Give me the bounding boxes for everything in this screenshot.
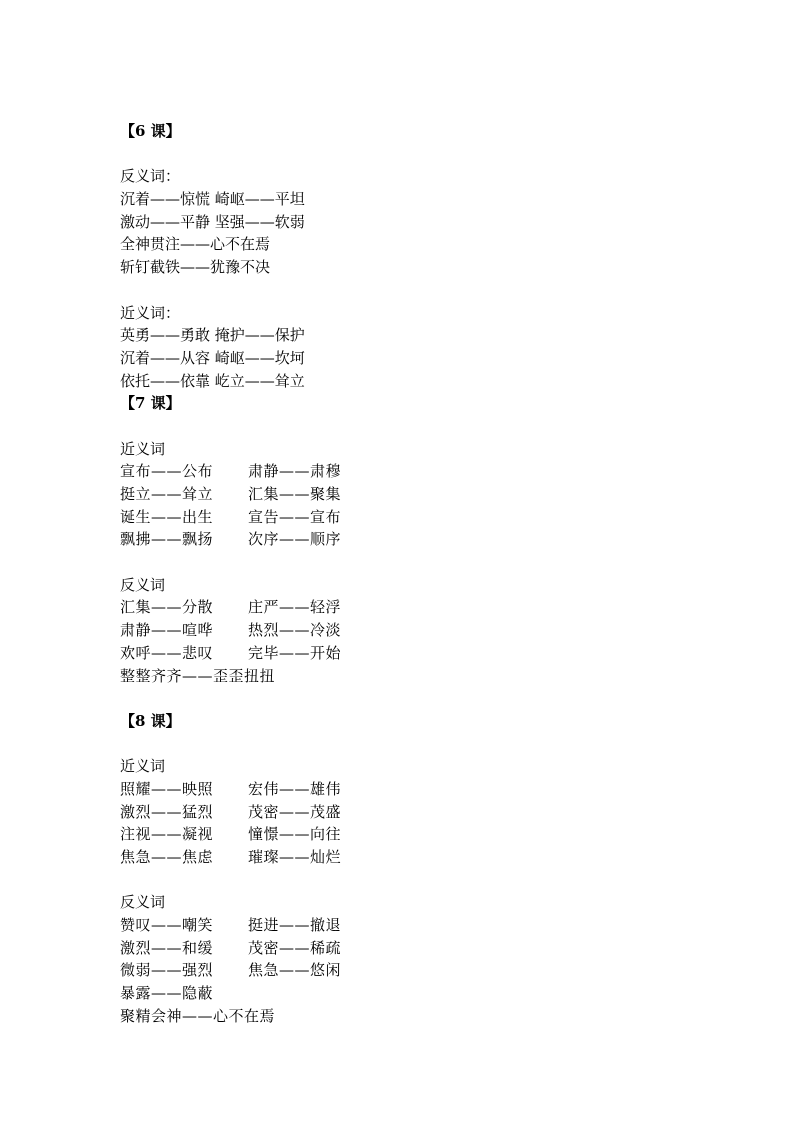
word-pair: 汇集——聚集 xyxy=(248,485,342,503)
spacer xyxy=(120,687,680,710)
lesson-8-antonym-row xyxy=(120,937,680,960)
lesson-8-antonym-extra xyxy=(120,982,680,1005)
lesson-8-antonym-label: 反义词 xyxy=(120,893,166,912)
lesson-6-heading: 【6 课】 xyxy=(120,122,181,140)
lesson-7-antonym-row xyxy=(120,619,680,642)
word-pair: 肃静——喧哗 xyxy=(120,621,214,640)
word-pair: 微弱——强烈 xyxy=(120,961,214,980)
document-page xyxy=(120,120,680,1028)
lesson-6-synonym-line: 英勇——勇敢 掩护——保护 xyxy=(120,326,305,345)
word-pair: 庄严——轻浮 xyxy=(248,598,342,617)
word-pair: 璀璨——灿烂 xyxy=(248,848,342,866)
lesson-6-antonym-line: 全神贯注——心不在焉 xyxy=(120,235,271,254)
lesson-7-heading: 【7 课】 xyxy=(120,394,181,413)
lesson-7-antonym-row xyxy=(120,642,680,665)
word-pair: 聚精会神——心不在焉 xyxy=(120,1006,276,1025)
word-pair: 挺进——撤退 xyxy=(248,916,342,935)
lesson-8-synonym-row xyxy=(120,778,680,801)
word-pair: 热烈——冷淡 xyxy=(248,621,342,640)
lesson-7-synonym-label: 近义词 xyxy=(120,439,166,458)
word-pair: 焦急——焦虑 xyxy=(120,848,214,866)
lesson-8-synonym-row xyxy=(120,823,680,846)
lesson-6-antonym-line: 斩钉截铁——犹豫不决 xyxy=(120,258,271,277)
spacer xyxy=(120,415,680,438)
lesson-6-synonym-label: 近义词： xyxy=(120,303,181,322)
lesson-6-antonym-line: 激动——平静 坚强——软弱 xyxy=(120,212,305,231)
word-pair: 注视——凝视 xyxy=(120,825,214,844)
word-pair: 激烈——猛烈 xyxy=(120,802,214,821)
word-pair: 次序——顺序 xyxy=(248,530,342,549)
spacer xyxy=(120,733,680,756)
spacer xyxy=(120,279,680,302)
lesson-7-antonym-extra xyxy=(120,665,680,688)
lesson-7-synonym-row xyxy=(120,506,680,529)
word-pair: 肃静——肃穆 xyxy=(248,462,342,481)
lesson-7-synonym-row xyxy=(120,460,680,483)
word-pair: 宣布——公布 xyxy=(120,462,214,481)
lesson-6-antonym-line: 沉着——惊慌 崎岖——平坦 xyxy=(120,190,305,209)
word-pair: 暴露——隐蔽 xyxy=(120,984,214,1003)
lesson-8-synonym-row xyxy=(120,846,680,869)
word-pair: 照耀——映照 xyxy=(120,779,214,798)
lesson-8-synonym-row xyxy=(120,801,680,824)
lesson-7-synonym-row xyxy=(120,483,680,506)
spacer xyxy=(120,143,680,166)
word-pair: 汇集——分散 xyxy=(120,598,214,617)
lesson-8-antonym-row xyxy=(120,914,680,937)
lesson-8-antonym-row xyxy=(120,959,680,982)
lesson-7-antonym-label: 反义词 xyxy=(120,575,166,594)
spacer xyxy=(120,551,680,574)
lesson-8-antonym-extra xyxy=(120,1005,680,1028)
word-pair: 茂密——茂盛 xyxy=(248,802,342,821)
word-pair: 宣告——宣布 xyxy=(248,507,342,526)
lesson-7-antonym-row xyxy=(120,596,680,619)
lesson-6-synonym-line: 依托——依靠 屹立——耸立 xyxy=(120,371,305,390)
lesson-7-synonym-row xyxy=(120,528,680,551)
word-pair: 憧憬——向往 xyxy=(248,825,342,844)
word-pair: 焦急——悠闲 xyxy=(248,961,342,980)
word-pair: 宏伟——雄伟 xyxy=(248,779,342,798)
word-pair: 茂密——稀疏 xyxy=(248,938,342,957)
word-pair: 整整齐齐——歪歪扭扭 xyxy=(120,666,276,685)
word-pair: 欢呼——悲叹 xyxy=(120,643,214,662)
word-pair: 飘拂——飘扬 xyxy=(120,530,214,549)
lesson-6-antonym-label: 反义词： xyxy=(120,167,181,186)
word-pair: 赞叹——嘲笑 xyxy=(120,916,214,935)
word-pair: 激烈——和缓 xyxy=(120,938,214,957)
lesson-8-heading: 【8 课】 xyxy=(120,711,181,730)
word-pair: 诞生——出生 xyxy=(120,507,214,526)
lesson-6-synonym-line: 沉着——从容 崎岖——坎坷 xyxy=(120,348,305,367)
lesson-8-synonym-label: 近义词 xyxy=(120,757,166,776)
word-pair: 挺立——耸立 xyxy=(120,485,214,503)
spacer xyxy=(120,869,680,892)
word-pair: 完毕——开始 xyxy=(248,643,342,662)
